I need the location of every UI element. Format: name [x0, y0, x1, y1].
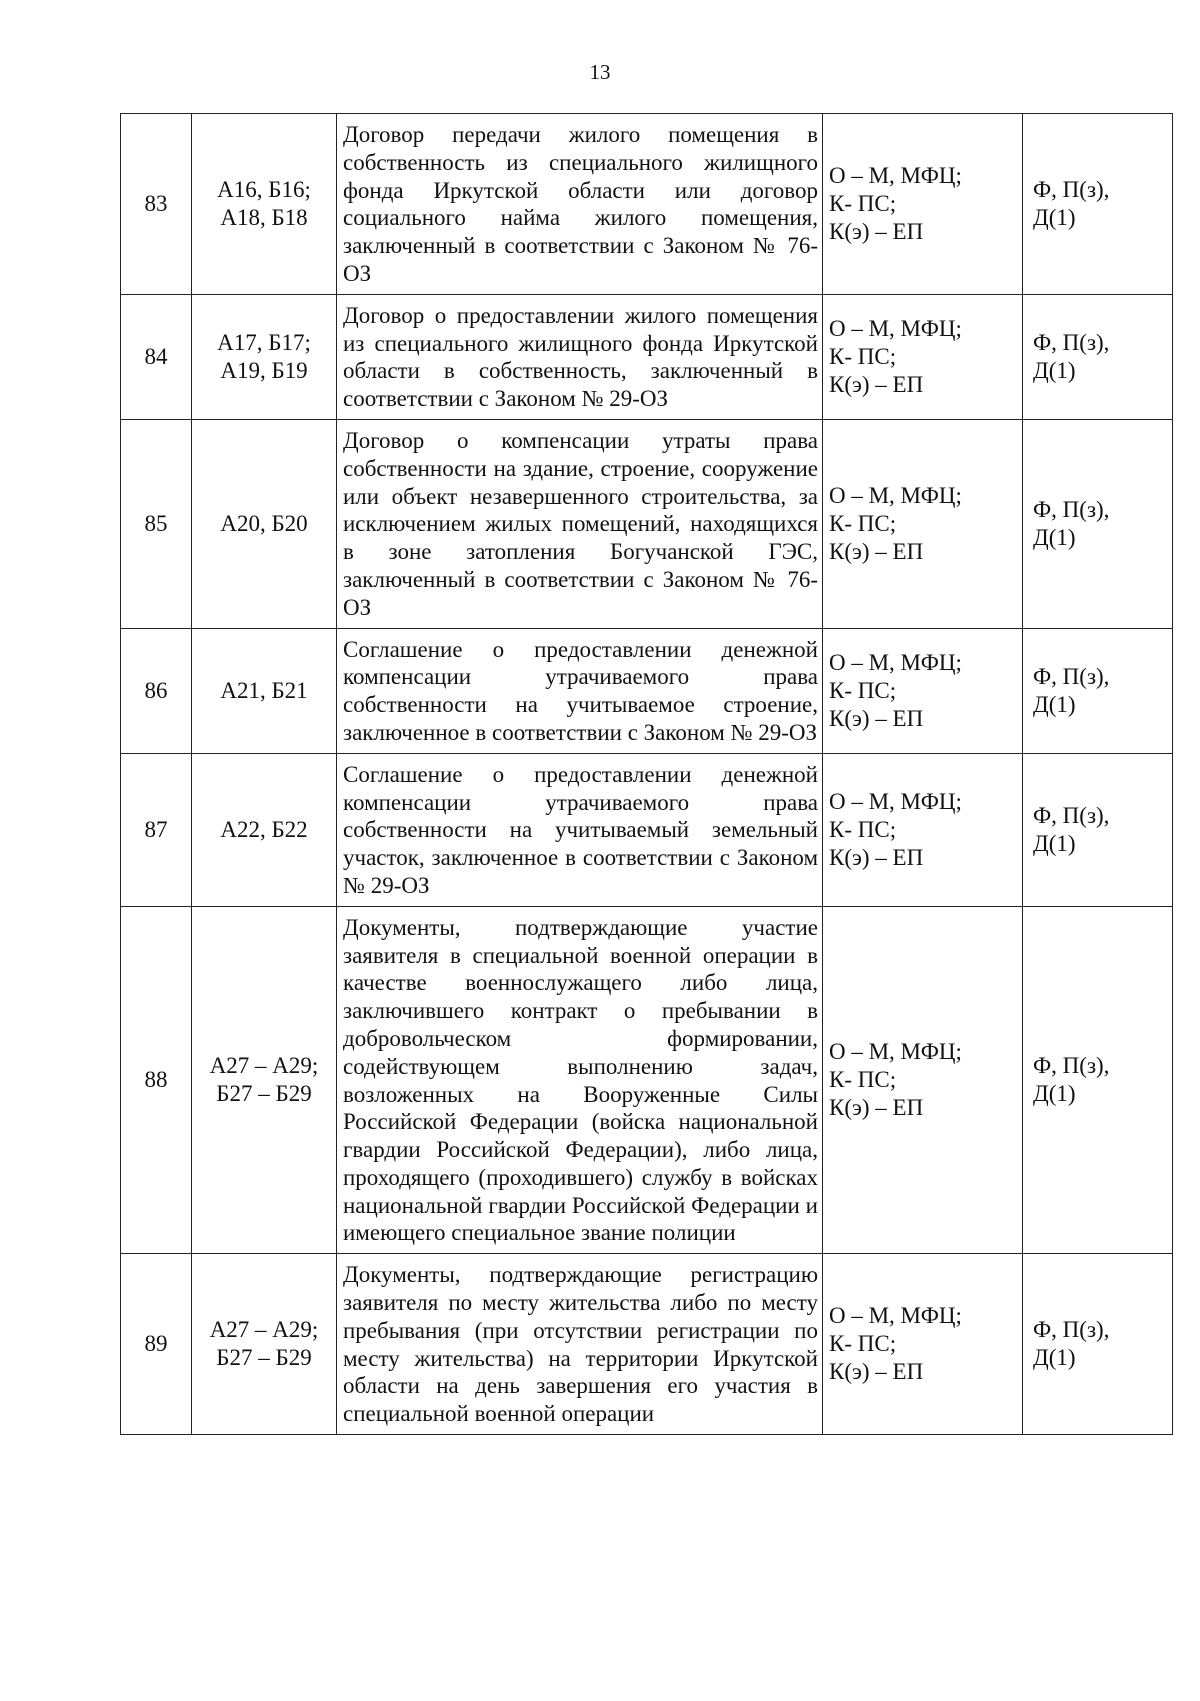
- document-form-line: Д(1): [1033, 1345, 1076, 1371]
- code-line: А17, Б17;: [217, 330, 311, 356]
- submission-method-line: К- ПС;: [829, 816, 897, 842]
- table-row: [121, 628, 1173, 753]
- code-line: Б27 – Б29: [216, 1345, 312, 1371]
- row-description: Документы, подтверждающие участие заявителя в специальной военной операции в качестве военнослужащего либо лица, заключившего контракт о пребывании в добровольческом формировании, содействующем выполнению задач, возложенных на Вооруженные Силы Российской Федерации (войска национальной гвардии Российской Федерации), либо лица, проходящего (проходившего) службу в войсках национальной гвардии Российской Федерации и имеющего специальное звание полиции: [337, 906, 823, 1254]
- row-description: Договор о предоставлении жилого помещения из специального жилищного фонда Иркутской области в собственность, заключенный в соответствии с Законом № 29-ОЗ: [337, 294, 823, 419]
- documents-table-body: [121, 114, 1173, 1435]
- row-document-forms: [1023, 294, 1173, 419]
- table-row: [121, 1254, 1173, 1435]
- row-document-forms: [1023, 114, 1173, 295]
- row-submission-methods: [823, 753, 1023, 906]
- submission-method-line: К(э) – ЕП: [829, 705, 924, 731]
- code-line: А21, Б21: [220, 677, 308, 703]
- submission-method-line: К- ПС;: [829, 677, 897, 703]
- submission-method-line: О – М, МФЦ;: [829, 163, 962, 189]
- row-number: 87: [121, 753, 192, 906]
- row-description: Соглашение о предоставлении денежной компенсации утрачиваемого права собственности на учитываемый земельный участок, заключенное в соответствии с Законом № 29-ОЗ: [337, 753, 823, 906]
- document-form-line: Д(1): [1033, 691, 1076, 717]
- submission-method-line: О – М, МФЦ;: [829, 789, 962, 815]
- submission-method-line: К- ПС;: [829, 1331, 897, 1357]
- submission-method-line: К- ПС;: [829, 1067, 897, 1093]
- row-codes: [192, 114, 337, 295]
- page-number: 13: [589, 60, 611, 84]
- document-form-line: Д(1): [1033, 357, 1076, 383]
- submission-method-line: О – М, МФЦ;: [829, 316, 962, 342]
- row-document-forms: [1023, 753, 1173, 906]
- row-number: 88: [121, 906, 192, 1254]
- documents-table: [120, 113, 1173, 1435]
- document-form-line: Ф, П(з),: [1033, 177, 1110, 203]
- row-codes: [192, 628, 337, 753]
- submission-method-line: К(э) – ЕП: [829, 371, 924, 397]
- code-line: Б27 – Б29: [216, 1081, 312, 1106]
- document-form-line: Ф, П(з),: [1033, 496, 1110, 522]
- submission-method-line: О – М, МФЦ;: [829, 483, 962, 509]
- row-number: 86: [121, 628, 192, 753]
- submission-method-line: О – М, МФЦ;: [829, 649, 962, 675]
- row-submission-methods: [823, 906, 1023, 1254]
- row-description: Документы, подтверждающие регистрацию заявителя по месту жительства либо по месту пребывания (при отсутствии регистрации по месту жительства) на территории Иркутской области на день завершения его участия в специальной военной операции: [337, 1254, 823, 1435]
- code-line: А20, Б20: [220, 510, 308, 536]
- row-description: Договор о компенсации утраты права собственности на здание, строение, сооружение или объект незавершенного строительства, за исключением жилых помещений, находящихся в зоне затопления Богучанской ГЭС, заключенный в соответствии с Законом № 76-ОЗ: [337, 419, 823, 628]
- submission-method-line: К(э) – ЕП: [829, 844, 924, 870]
- document-form-line: Д(1): [1033, 524, 1076, 550]
- submission-method-line: К(э) – ЕП: [829, 538, 924, 564]
- row-number: 84: [121, 294, 192, 419]
- code-line: А18, Б18: [220, 204, 308, 230]
- row-submission-methods: [823, 1254, 1023, 1435]
- submission-method-line: О – М, МФЦ;: [829, 1039, 962, 1065]
- row-codes: [192, 1254, 337, 1435]
- code-line: А22, Б22: [220, 816, 308, 842]
- row-description: Договор передачи жилого помещения в собственность из специального жилищного фонда Иркутской области или договор социального найма жилого помещения, заключенный в соответствии с Законом № 76-ОЗ: [337, 114, 823, 295]
- submission-method-line: К- ПС;: [829, 343, 897, 369]
- row-number: 85: [121, 419, 192, 628]
- code-line: А16, Б16;: [217, 177, 311, 203]
- submission-method-line: К(э) – ЕП: [829, 1359, 924, 1385]
- document-form-line: Ф, П(з),: [1033, 802, 1110, 828]
- row-document-forms: [1023, 628, 1173, 753]
- row-document-forms: [1023, 906, 1173, 1254]
- row-submission-methods: [823, 294, 1023, 419]
- row-codes: [192, 906, 337, 1254]
- submission-method-line: К(э) – ЕП: [829, 218, 924, 244]
- document-form-line: Ф, П(з),: [1033, 1317, 1110, 1343]
- row-number: 89: [121, 1254, 192, 1435]
- row-description: Соглашение о предоставлении денежной компенсации утрачиваемого права собственности на учитываемое строение, заключенное в соответствии с Законом № 29-ОЗ: [337, 628, 823, 753]
- document-form-line: Ф, П(з),: [1033, 330, 1110, 356]
- table-row: [121, 753, 1173, 906]
- row-codes: [192, 753, 337, 906]
- code-line: А19, Б19: [220, 357, 308, 383]
- document-form-line: Ф, П(з),: [1033, 663, 1110, 689]
- document-form-line: Д(1): [1033, 204, 1076, 230]
- code-line: А27 – А29;: [209, 1317, 319, 1343]
- document-form-line: Ф, П(з),: [1033, 1053, 1110, 1079]
- table-row: [121, 419, 1173, 628]
- submission-method-line: К- ПС;: [829, 190, 897, 216]
- row-codes: [192, 294, 337, 419]
- document-form-line: Д(1): [1033, 830, 1076, 856]
- row-submission-methods: [823, 114, 1023, 295]
- row-document-forms: [1023, 419, 1173, 628]
- table-row: [121, 114, 1173, 295]
- submission-method-line: К- ПС;: [829, 510, 897, 536]
- code-line: А27 – А29;: [209, 1053, 319, 1079]
- row-submission-methods: [823, 628, 1023, 753]
- submission-method-line: О – М, МФЦ;: [829, 1303, 962, 1329]
- table-row: [121, 906, 1173, 1254]
- submission-method-line: К(э) – ЕП: [829, 1094, 924, 1120]
- row-number: 83: [121, 114, 192, 295]
- row-submission-methods: [823, 419, 1023, 628]
- table-row: [121, 294, 1173, 419]
- row-document-forms: [1023, 1254, 1173, 1435]
- document-form-line: Д(1): [1033, 1081, 1076, 1106]
- row-codes: [192, 419, 337, 628]
